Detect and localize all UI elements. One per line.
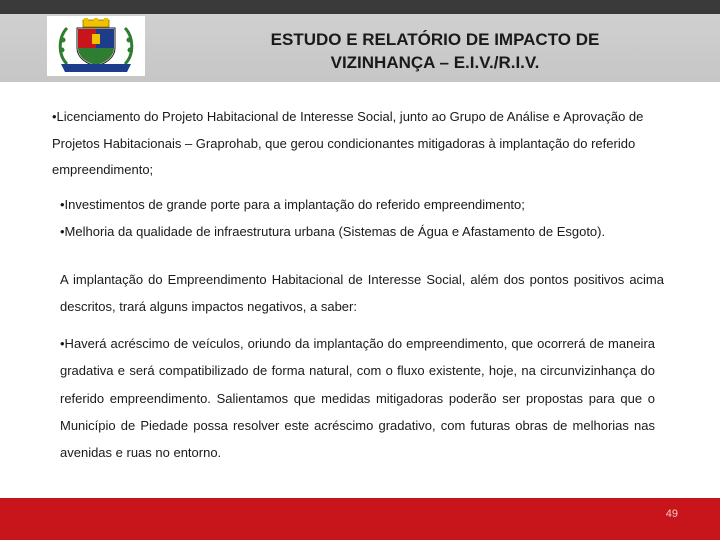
title-line-1: ESTUDO E RELATÓRIO DE IMPACTO DE bbox=[270, 30, 600, 49]
paragraph-licenciamento: •Licenciamento do Projeto Habitacional de Interesse Social, junto ao Grupo de Análise e Aprovação de Projetos Habitacionais – Graprohab, que gerou condicionantes mitigadoras à implantação do referido empreendimento; bbox=[52, 109, 644, 177]
paragraph-acrescimo-veiculos: •Haverá acréscimo de veículos, oriundo da implantação do empreendimento, que ocorrerá de maneira gradativa e será compatibilizado de forma natural, com o fluxo existente, hoje, na circunvizinhança do referido empreendimento. Salientamos que medidas mitigadoras poderão ser propostas para que o Município de Piedade possa resolver este acréscimo gradativo, com futuras obras de melhorias nas avenidas e ruas no entorno. bbox=[60, 336, 655, 461]
paragraph-investimentos: •Investimentos de grande porte para a implantação do referido empreendimento; bbox=[60, 197, 525, 212]
paragraph-implantacao: A implantação do Empreendimento Habitacional de Interesse Social, além dos pontos positivos acima descritos, trará alguns impactos negativos, a saber: bbox=[60, 272, 664, 314]
title-line-2: VIZINHANÇA – E.I.V./R.I.V. bbox=[330, 53, 540, 72]
page-number: 49 bbox=[665, 508, 678, 520]
logo bbox=[47, 16, 145, 76]
page-title bbox=[150, 28, 720, 74]
municipal-coat-of-arms-icon bbox=[53, 18, 139, 74]
content-area bbox=[0, 82, 720, 498]
paragraph-melhoria: •Melhoria da qualidade de infraestrutura urbana (Sistemas de Água e Afastamento de Esgoto). bbox=[60, 224, 606, 239]
footer-bar bbox=[0, 498, 720, 540]
top-dark-strip bbox=[0, 0, 720, 14]
